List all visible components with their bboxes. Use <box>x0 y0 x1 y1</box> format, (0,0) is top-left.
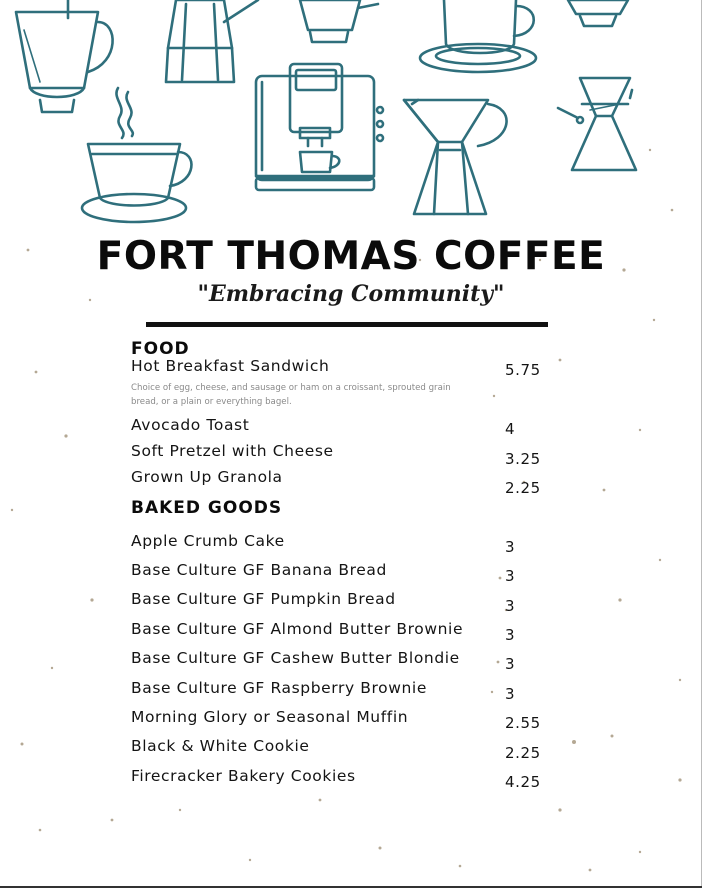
menu-item-price: 3 <box>505 626 516 644</box>
menu-item-price: 3 <box>505 538 516 556</box>
menu-item-name: Black & White Cookie <box>131 737 310 755</box>
menu-item-name: Base Culture GF Almond Butter Brownie <box>131 620 464 638</box>
tagline: "Embracing Community" <box>197 281 505 307</box>
divider <box>146 322 548 327</box>
menu-item-price: 2.55 <box>505 714 541 732</box>
menu-item-name: Avocado Toast <box>131 416 250 434</box>
menu-item-price: 3 <box>505 655 516 673</box>
menu-item-price: 2.25 <box>505 744 541 762</box>
menu-item-price: 5.75 <box>505 361 541 379</box>
menu-item-price: 2.25 <box>505 479 541 497</box>
menu-item-price: 3 <box>505 597 516 615</box>
menu-item-price: 3 <box>505 567 516 585</box>
menu-item-name: Firecracker Bakery Cookies <box>131 767 356 785</box>
menu-item-name: Base Culture GF Banana Bread <box>131 561 387 579</box>
section-heading-food: FOOD <box>131 339 190 359</box>
menu-item-name: Morning Glory or Seasonal Muffin <box>131 708 409 726</box>
page-title: FORT THOMAS COFFEE <box>96 234 606 279</box>
menu-item-price: 4 <box>505 420 516 438</box>
section-heading-baked-goods: BAKED GOODS <box>131 498 283 518</box>
menu-item-name: Base Culture GF Raspberry Brownie <box>131 679 427 697</box>
menu-item-name: Base Culture GF Pumpkin Bread <box>131 590 396 608</box>
menu-item-name: Hot Breakfast Sandwich <box>131 357 330 375</box>
menu-item-price: 3 <box>505 685 516 703</box>
menu-item-name: Soft Pretzel with Cheese <box>131 442 334 460</box>
menu-item-price: 3.25 <box>505 450 541 468</box>
menu-item-price: 4.25 <box>505 773 541 791</box>
menu-item-description: Choice of egg, cheese, and sausage or ham on a croissant, sprouted grain bread, or a plain or everything bagel. <box>131 383 451 407</box>
menu-item-name: Grown Up Granola <box>131 468 283 486</box>
menu-item-name: Apple Crumb Cake <box>131 532 285 550</box>
menu-item-name: Base Culture GF Cashew Butter Blondie <box>131 649 460 667</box>
